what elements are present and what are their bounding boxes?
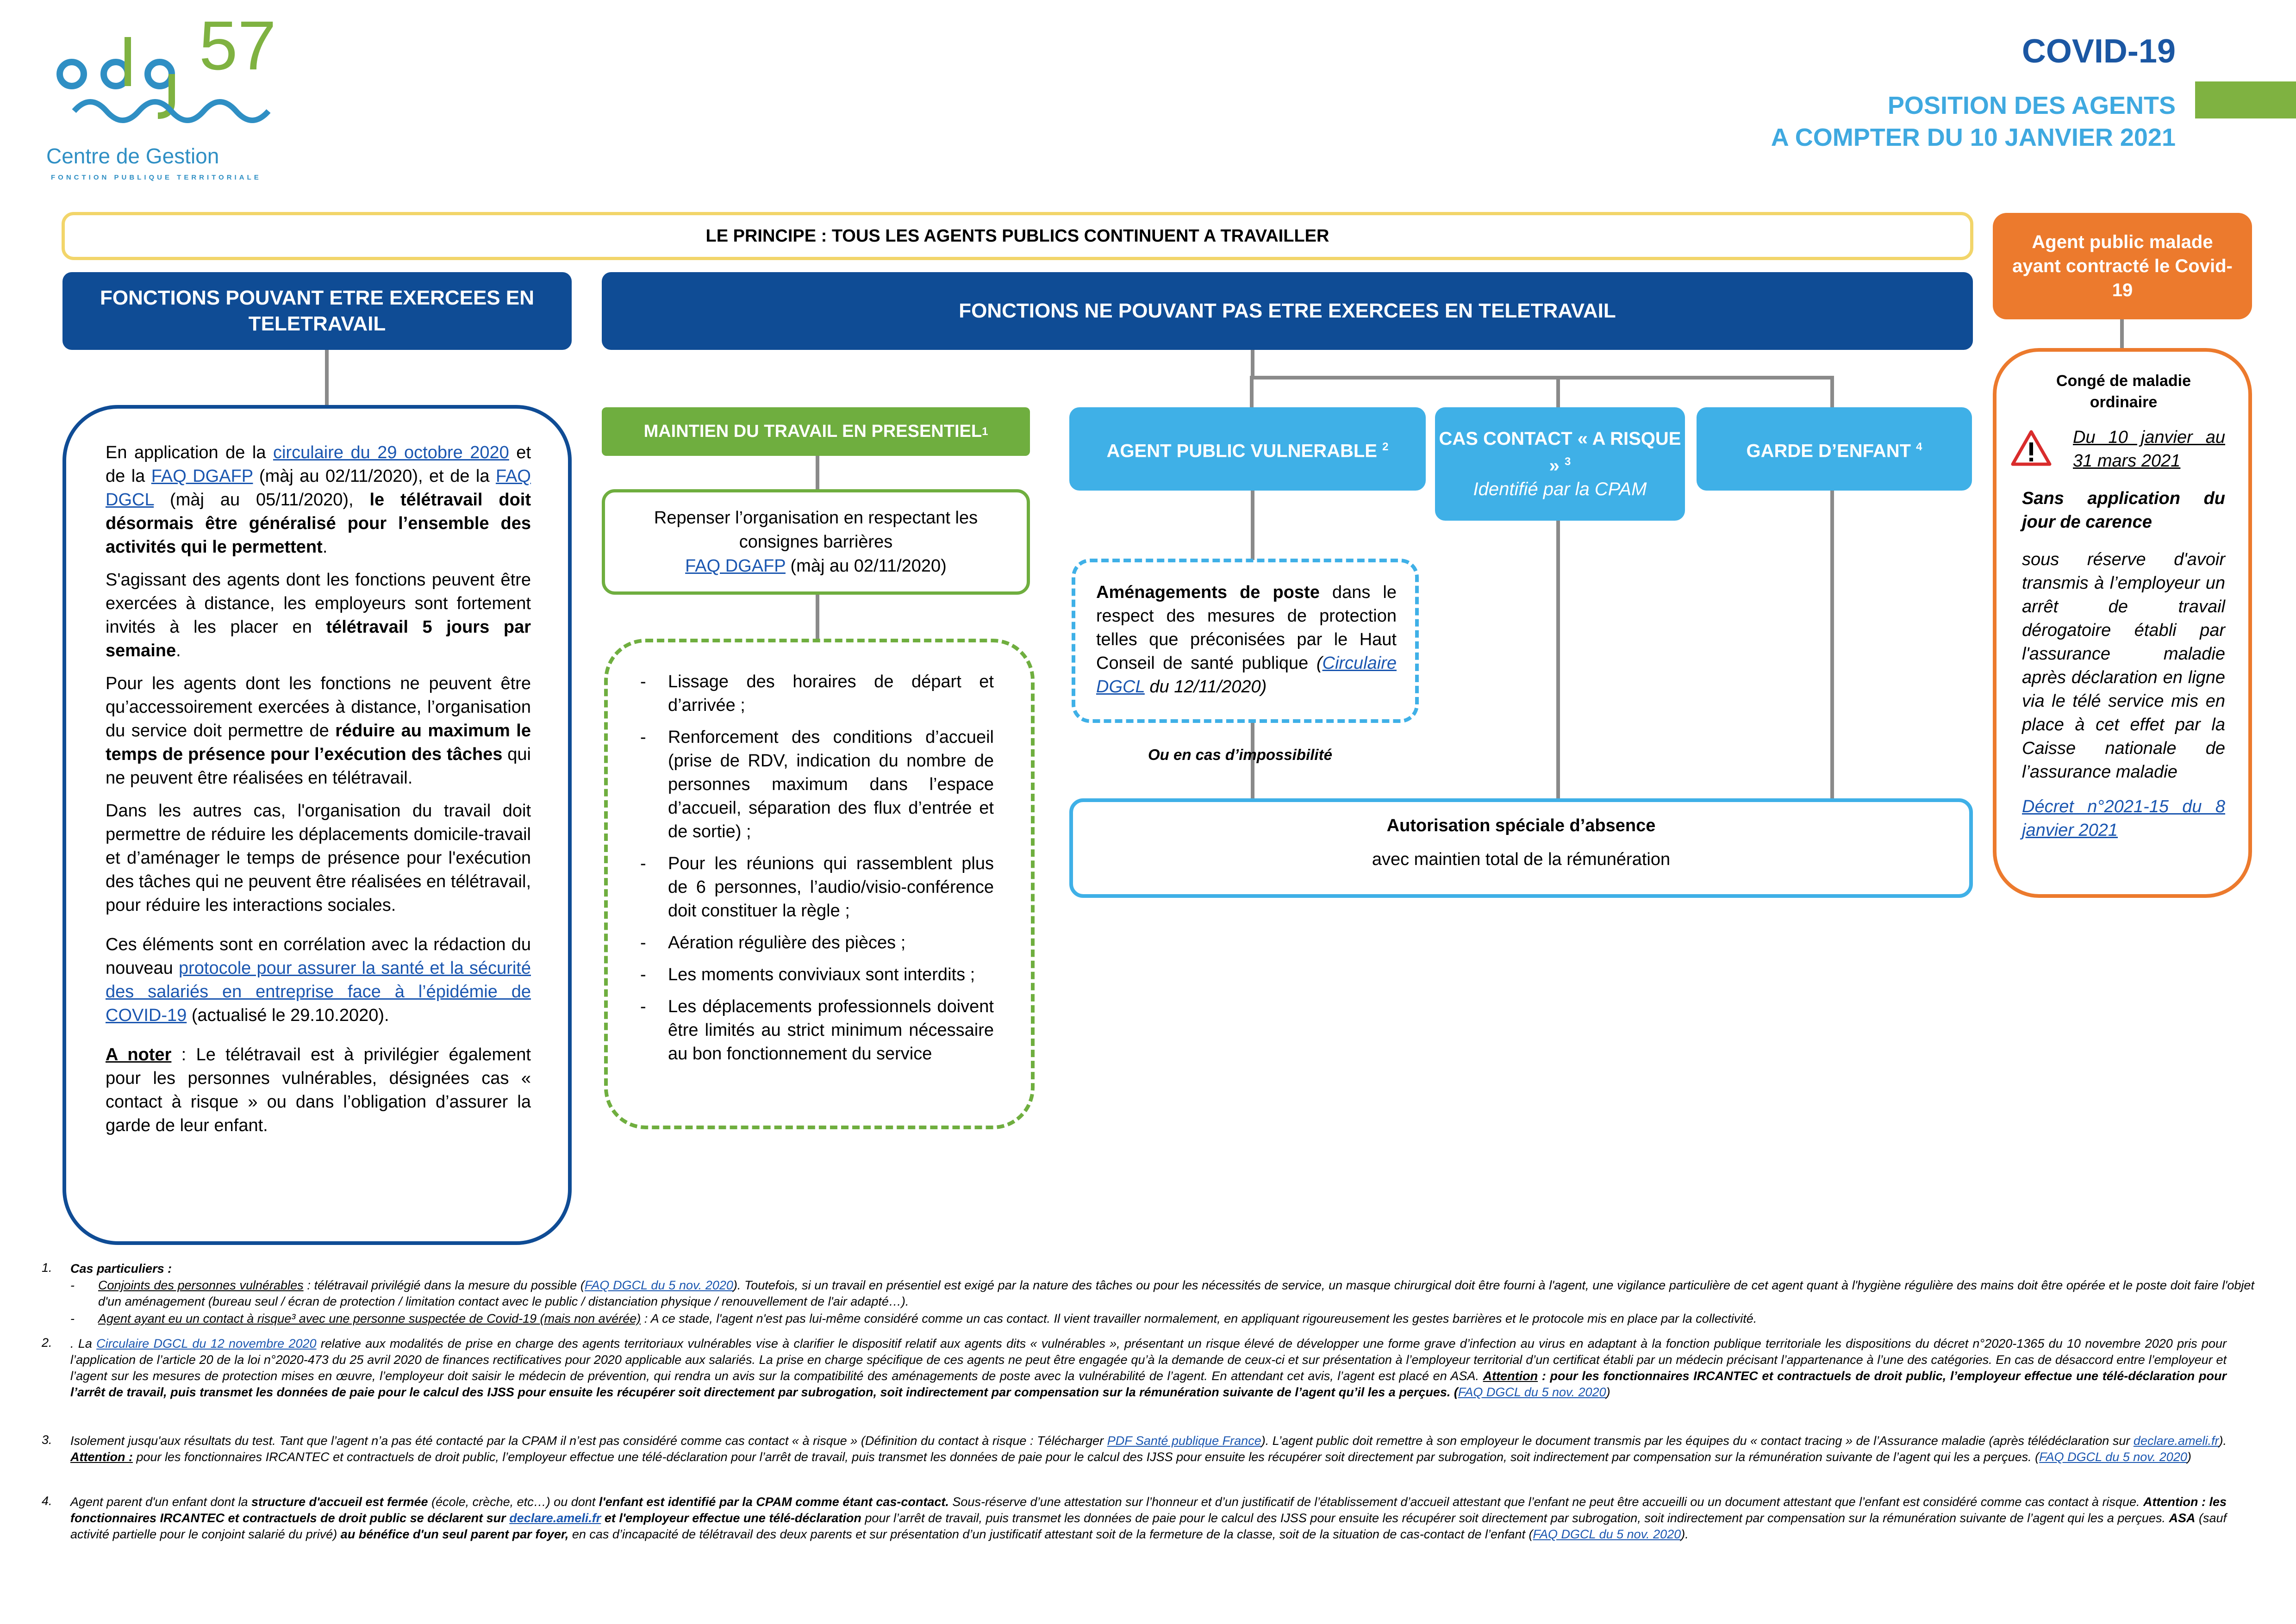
- logo-graphic: [46, 9, 324, 148]
- faq-dgcl-link-fn4[interactable]: FAQ DGCL du 5 nov. 2020: [1533, 1527, 1681, 1541]
- measure-item: - Les moments conviviaux sont interdits ;: [640, 963, 994, 987]
- covid-patient-header: Agent public malade ayant contracté le Covid-19: [1993, 213, 2252, 319]
- sante-publique-link[interactable]: PDF Santé publique France: [1107, 1434, 1261, 1448]
- reserve-text: sous réserve d'avoir transmis à l’employeur un arrêt de travail dérogatoire établi par l'assurance maladie après déclaration en ligne via le télé service mis en place à cet effet par la Caisse nationale de l’assurance maladie: [2022, 550, 2225, 782]
- garde-box: GARDE D’ENFANT $^4$: [1697, 407, 1972, 491]
- header-accent-bar: [2195, 81, 2296, 118]
- footnote-2: . La Circulaire DGCL du 12 novembre 2020 relative aux modalités de prise en charge des agents territoriaux vulnérables vise à clarifier le dispositif relatif aux agents dits « vulnérables », présentant un risque élevé de développer une forme grave d’infection au virus en adaptant à la fonction publique territoriale les dispositions du décret n°2020-1365 du 10 novembre 2020 pris pour l’application de l’article 20 de la loi n°2020-473 du 25 avril 2020 de finances rectificatives pour 2020 applicable aux salariés. La prise en charge spécifique de ces agents ne peut être engagée qu’à la demande de ceux-ci et sur présentation à l’employeur territorial d’un certificat établi par un médecin précisant l’appartenance à l’une des catégories. En cas de désaccord entre l’employeur et l’agent sur les mesures de protection mises en œuvre, l’employeur doit saisir le médecin de prévention, qui rendra un avis sur la compatibilité des aménagements de poste avec la vulnérabilité de l’agent. En attendant cet avis, l’agent est placé en ASA. Attention : pour les fonctionnaires IRCANTEC et contractuels de droit public, l’employeur effectue une télé-déclaration pour l’arrêt de travail, puis transmet les données de paie pour le calcul des IJSS pour ensuite les récupérer soit directement par subrogation, soit indirectement par compensation sur la rémunération suivante de l’agent qu’il les a perçues. (FAQ DGCL du 5 nov. 2020): [70, 1337, 2227, 1399]
- presentiel-header: MAINTIEN DU TRAVAIL EN PRESENTIEL 1: [602, 407, 1030, 456]
- repenser-text: Repenser l’organisation en respectant les consignes barrières: [654, 508, 978, 552]
- footnote-1-title: Cas particuliers :: [70, 1262, 172, 1276]
- logo-tagline: FONCTION PUBLIQUE TERRITORIALE: [51, 174, 262, 181]
- faq-dgcl-link-fn3[interactable]: FAQ DGCL du 5 nov. 2020: [2039, 1450, 2187, 1464]
- connector-line: [1830, 376, 1834, 407]
- connector-line: [1556, 376, 1560, 407]
- page-subtitle-line2: A COMPTER DU 10 JANVIER 2021: [1771, 124, 2176, 151]
- amenagement-box: Aménagements de poste dans le respect des mesures de protection telles que préconisées par le Haut Conseil de santé publique (Circulaire DGCL du 12/11/2020): [1072, 559, 1419, 723]
- circulaire-dgcl-link-fn2[interactable]: Circulaire DGCL du 12 novembre 2020: [96, 1337, 317, 1350]
- measures-box: [604, 639, 1035, 1129]
- telework-paragraph-5: Ces éléments sont en corrélation avec la rédaction du nouveau protocole pour assurer la santé et la sécurité des salariés en entreprise face à l’épidémie de COVID-19 (actualisé le 29.10.2020).: [106, 935, 531, 1025]
- logo-subtitle: Centre de Gestion: [46, 144, 219, 168]
- telework-note: A noter : Le télétravail est à privilégier également pour les personnes vulnérables, désignées cas « contact à risque » ou dans l’obligation d’assurer la garde de leur enfant.: [106, 1045, 531, 1135]
- connector-line: [325, 349, 329, 405]
- telework-box: [62, 405, 572, 1245]
- contact-box: CAS CONTACT « A RISQUE » $^3$ Identifié par la CPAM: [1435, 407, 1685, 521]
- faq-dgafp-link-2[interactable]: FAQ DGAFP: [685, 556, 786, 576]
- vulnerable-box: AGENT PUBLIC VULNERABLE $^2$: [1069, 407, 1426, 491]
- connector-line: [1251, 491, 1254, 560]
- footnotes: [42, 1258, 2254, 1610]
- measure-item: - Aération régulière des pièces ;: [640, 931, 994, 955]
- impossibilite-label: Ou en cas d’impossibilité: [1148, 746, 1332, 763]
- page-subtitle-line1: POSITION DES AGENTS: [1887, 92, 2176, 119]
- dates-row: [2022, 426, 2225, 473]
- footnote-4: Agent parent d'un enfant dont la structure d'accueil est fermée (école, crèche, etc…) ou dont l'enfant est identifié par la CPAM comme étant cas-contact. Sous-réserve d’une attestation sur l’honneur et d’un justificatif de l’établissement d’accueil attestant que l’enfant ne peut être accueilli ou un document attestant que l’enfant est considéré comme cas contact à risque. Attention : les fonctionnaires IRCANTEC et contractuels de droit public se déclarent sur declare.ameli.fr et l'employeur effectue une télé-déclaration pour l’arrêt de travail, puis transmet les données de paie pour le calcul des IJSS pour ensuite les récupérer soit directement par subrogation, soit indirectement par compensation sur la rémunération suivante de l’agent qui les a perçues. ASA (sauf activité partielle pour le conjoint salarié du privé) au bénéfice d'un seul parent par foyer, en cas d’incapacité de télétravail des deux parents et sur présentation d’un justificatif attestant soit de la fermeture de la classe, soit de la situation de cas-contact de l’enfant (FAQ DGCL du 5 nov. 2020).: [70, 1495, 2227, 1541]
- asa-text: avec maintien total de la rémunération: [1372, 850, 1671, 869]
- connector-line: [816, 595, 819, 639]
- telework-paragraph-4: Dans les autres cas, l'organisation du travail doit permettre de réduire les déplacements domicile-travail et d’aménager le temps de présence pour l'exécution des tâches qui ne peuvent être réalisées en télétravail, pour réduire les interactions sociales.: [106, 801, 531, 915]
- connector-line: [1250, 376, 1254, 407]
- non-telework-header: FONCTIONS NE POUVANT PAS ETRE EXERCEES EN TELETRAVAIL: [602, 272, 1973, 350]
- asa-title: Autorisation spéciale d’absence: [1386, 816, 1656, 835]
- circulaire-link[interactable]: circulaire du 29 octobre 2020: [273, 443, 509, 462]
- footnote-number: 1.: [42, 1261, 52, 1275]
- footnote-3: Isolement jusqu'aux résultats du test. Tant que l’agent n’a pas été contacté par la CPAM il n’est pas considéré comme cas contact « à risque » (Définition du contact à risque : Télécharger PDF Santé publique France). L’agent public doit remettre à son employeur le document transmis par les équipes du « contact tracing » de l’Assurance maladie (après télédéclaration sur declare.ameli.fr). Attention : pour les fonctionnaires IRCANTEC et contractuels de droit public, l’employeur effectue une télé-déclaration pour l’arrêt de travail, puis transmet les données de paie pour le calcul des IJSS pour ensuite les récupérer soit directement par subrogation, soit indirectement par compensation sur la rémunération suivante de l’agent qui les a perçues. (FAQ DGCL du 5 nov. 2020): [70, 1434, 2227, 1464]
- page-title: COVID-19: [2021, 33, 2176, 70]
- connector-line: [816, 456, 819, 489]
- connector-line: [1250, 376, 1834, 380]
- decret-link[interactable]: Décret n°2021-15 du 8 janvier 2021: [2022, 797, 2225, 840]
- ameli-link-fn4[interactable]: declare.ameli.fr: [509, 1511, 601, 1525]
- covid-patient-box: [1993, 348, 2252, 898]
- connector-line: [1251, 349, 1254, 377]
- conge-title: Congé de maladie ordinaire: [2056, 372, 2191, 411]
- telework-paragraph-1: En application de la circulaire du 29 octobre 2020 et de la FAQ DGAFP (màj au 02/11/2020), et de la FAQ DGCL (màj au 05/11/2020), le télétravail doit désormais être généralisé pour l’ensemble des activités qui le permettent.: [106, 443, 531, 557]
- logo: [46, 9, 324, 194]
- connector-line: [1556, 521, 1560, 798]
- connector-line: [2120, 319, 2124, 348]
- repenser-ref: FAQ DGAFP (màj au 02/11/2020): [685, 556, 947, 576]
- telework-header: FONCTIONS POUVANT ETRE EXERCEES EN TELETRAVAIL: [62, 272, 572, 350]
- svg-text:57: 57: [199, 9, 276, 84]
- protocole-link[interactable]: protocole pour assurer la santé et la sécurité des salariés en entreprise face à l’épidémie de COVID-19: [106, 958, 531, 1025]
- faq-dgafp-link[interactable]: FAQ DGAFP: [151, 467, 253, 486]
- faq-dgcl-link-fn1[interactable]: FAQ DGCL du 5 nov. 2020: [584, 1278, 733, 1292]
- footnote-1-bullet-1: - Conjoints des personnes vulnérables : télétravail privilégié dans la mesure du possible (FAQ DGCL du 5 nov. 2020). Toutefois, si un travail en présentiel est exigé par la nature des tâches ou pour les nécessités de service, un masque chirurgical doit être fourni à l'agent, une vigilance particulière de cet agent quant à l'hygiène régulière des mains doit être opérée et le poste doit faire l'objet d'un aménagement (bureau seul / écran de protection / limitation contact avec le public / distanciation physique / renouvellement de l'air adapté…).: [70, 1278, 2254, 1308]
- measure-item: - Pour les réunions qui rassemblent plus de 6 personnes, l’audio/visio-conférence doit constituer la règle ;: [640, 852, 994, 923]
- telework-paragraph-2: S'agissant des agents dont les fonctions peuvent être exercées à distance, les employeurs sont fortement invités à les placer en télétravail 5 jours par semaine.: [106, 570, 531, 660]
- footnote-number: 3.: [42, 1433, 52, 1447]
- measure-item: - Les déplacements professionnels doivent être limités au strict minimum nécessaire au bon fonctionnement du service: [640, 995, 994, 1066]
- dates-text: Du 10 janvier au 31 mars 2021: [2073, 428, 2225, 471]
- carence-text: Sans application du jour de carence: [2022, 489, 2225, 532]
- telework-text: [106, 441, 531, 1138]
- measure-item: - Renforcement des conditions d’accueil (prise de RDV, indication du nombre de personnes maximum dans l’espace d’accueil, séparation des flux d’entrée et de sortie) ;: [640, 726, 994, 844]
- telework-paragraph-3: Pour les agents dont les fonctions ne peuvent être qu’accessoirement exercées à distance, l’organisation du service doit permettre de réduire au maximum le temps de présence pour l’exécution des tâches qui ne peuvent être réalisées en télétravail.: [106, 674, 531, 788]
- faq-dgcl-link[interactable]: FAQ DGCL: [106, 467, 531, 510]
- measures-list: [640, 670, 994, 1066]
- principle-box: LE PRINCIPE : TOUS LES AGENTS PUBLICS CONTINUENT A TRAVAILLER: [62, 212, 1973, 260]
- repenser-box: [602, 489, 1030, 595]
- faq-dgcl-link-fn2[interactable]: FAQ DGCL du 5 nov. 2020: [1458, 1385, 1606, 1399]
- asa-box: [1069, 798, 1973, 898]
- warning-icon: [2010, 429, 2052, 467]
- contact-subtitle: Identifié par la CPAM: [1473, 479, 1647, 499]
- connector-line: [1830, 491, 1834, 798]
- ameli-link[interactable]: declare.ameli.fr: [2133, 1434, 2219, 1448]
- footnote-number: 4.: [42, 1494, 52, 1508]
- footnote-number: 2.: [42, 1336, 52, 1350]
- footnote-1-bullet-2: - Agent ayant eu un contact à risque³ avec une personne suspectée de Covid-19 (mais non avérée) : A ce stade, l'agent n'est pas lui-même considéré comme un cas contact. Il vient travailler normalement, en appliquant rigoureusement les gestes barrières et le protocole mis en place par la collectivité.: [70, 1312, 1757, 1325]
- measure-item: - Lissage des horaires de départ et d’arrivée ;: [640, 670, 994, 717]
- circulaire-dgcl-link[interactable]: Circulaire DGCL: [1096, 653, 1397, 697]
